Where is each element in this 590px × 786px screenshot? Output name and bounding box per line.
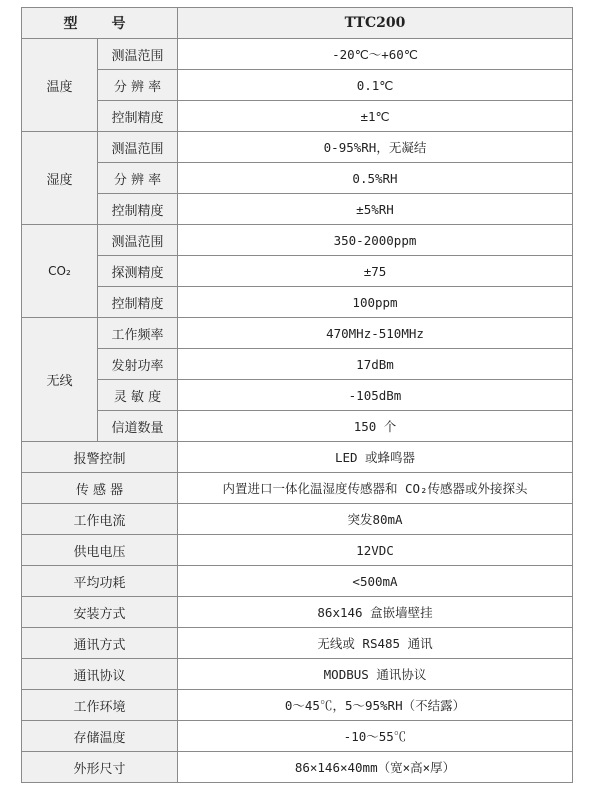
row-label: 报警控制 — [22, 442, 178, 473]
row-label: 测温范围 — [98, 132, 178, 163]
header-row — [22, 8, 573, 39]
table-row — [22, 690, 573, 721]
table-row — [22, 132, 573, 163]
row-value: 12VDC — [178, 535, 573, 566]
table-row — [22, 597, 573, 628]
table-row — [22, 628, 573, 659]
row-value: 0.5%RH — [178, 163, 573, 194]
row-value: 0～45℃，5～95%RH（不结露） — [178, 690, 573, 721]
group-humidity: 湿度 — [22, 132, 98, 225]
row-label: 传 感 器 — [22, 473, 178, 504]
table-row — [22, 380, 573, 411]
row-value: -10～55℃ — [178, 721, 573, 752]
row-label: 分 辨 率 — [98, 163, 178, 194]
table-row — [22, 411, 573, 442]
row-value: <500mA — [178, 566, 573, 597]
row-label: 工作频率 — [98, 318, 178, 349]
row-value: 内置进口一体化温湿度传感器和 CO₂传感器或外接探头 — [178, 473, 573, 504]
row-label: 控制精度 — [98, 287, 178, 318]
row-value: ±75 — [178, 256, 573, 287]
row-label: 通讯方式 — [22, 628, 178, 659]
table-row — [22, 39, 573, 70]
table-row — [22, 194, 573, 225]
table-row — [22, 473, 573, 504]
group-wireless: 无线 — [22, 318, 98, 442]
row-value: ±1℃ — [178, 101, 573, 132]
row-label: 供电电压 — [22, 535, 178, 566]
row-value: -105dBm — [178, 380, 573, 411]
table-row — [22, 101, 573, 132]
row-label: 外形尺寸 — [22, 752, 178, 783]
row-label: 平均功耗 — [22, 566, 178, 597]
row-label: 测温范围 — [98, 225, 178, 256]
table-row — [22, 721, 573, 752]
table-row — [22, 752, 573, 783]
header-model-value: TTC200 — [178, 8, 573, 39]
table-row — [22, 287, 573, 318]
table-row — [22, 318, 573, 349]
row-label: 存储温度 — [22, 721, 178, 752]
row-value: 86×146×40mm（宽×高×厚） — [178, 752, 573, 783]
table-row — [22, 163, 573, 194]
table-row — [22, 659, 573, 690]
row-label: 工作电流 — [22, 504, 178, 535]
row-value: LED 或蜂鸣器 — [178, 442, 573, 473]
table-row — [22, 349, 573, 380]
row-value: 17dBm — [178, 349, 573, 380]
row-value: -20℃～+60℃ — [178, 39, 573, 70]
table-row — [22, 256, 573, 287]
table-row — [22, 535, 573, 566]
row-value: 100ppm — [178, 287, 573, 318]
table-row — [22, 225, 573, 256]
row-value: 350-2000ppm — [178, 225, 573, 256]
row-label: 控制精度 — [98, 101, 178, 132]
table-row — [22, 442, 573, 473]
row-label: 探测精度 — [98, 256, 178, 287]
row-label: 分 辨 率 — [98, 70, 178, 101]
row-label: 控制精度 — [98, 194, 178, 225]
table-row — [22, 70, 573, 101]
row-value: 150 个 — [178, 411, 573, 442]
row-label: 发射功率 — [98, 349, 178, 380]
row-value: 突发80mA — [178, 504, 573, 535]
row-value: MODBUS 通讯协议 — [178, 659, 573, 690]
group-temperature: 温度 — [22, 39, 98, 132]
row-value: 无线或 RS485 通讯 — [178, 628, 573, 659]
group-co2: CO₂ — [22, 225, 98, 318]
row-value: 470MHz-510MHz — [178, 318, 573, 349]
table-row — [22, 566, 573, 597]
row-value: 0.1℃ — [178, 70, 573, 101]
row-value: ±5%RH — [178, 194, 573, 225]
row-value: 0-95%RH，无凝结 — [178, 132, 573, 163]
row-label: 灵 敏 度 — [98, 380, 178, 411]
row-label: 信道数量 — [98, 411, 178, 442]
spec-table — [21, 7, 573, 783]
table-row — [22, 504, 573, 535]
header-model-label: 型 号 — [22, 8, 178, 39]
row-label: 安装方式 — [22, 597, 178, 628]
row-label: 测温范围 — [98, 39, 178, 70]
row-value: 86x146 盒嵌墙壁挂 — [178, 597, 573, 628]
row-label: 通讯协议 — [22, 659, 178, 690]
row-label: 工作环境 — [22, 690, 178, 721]
